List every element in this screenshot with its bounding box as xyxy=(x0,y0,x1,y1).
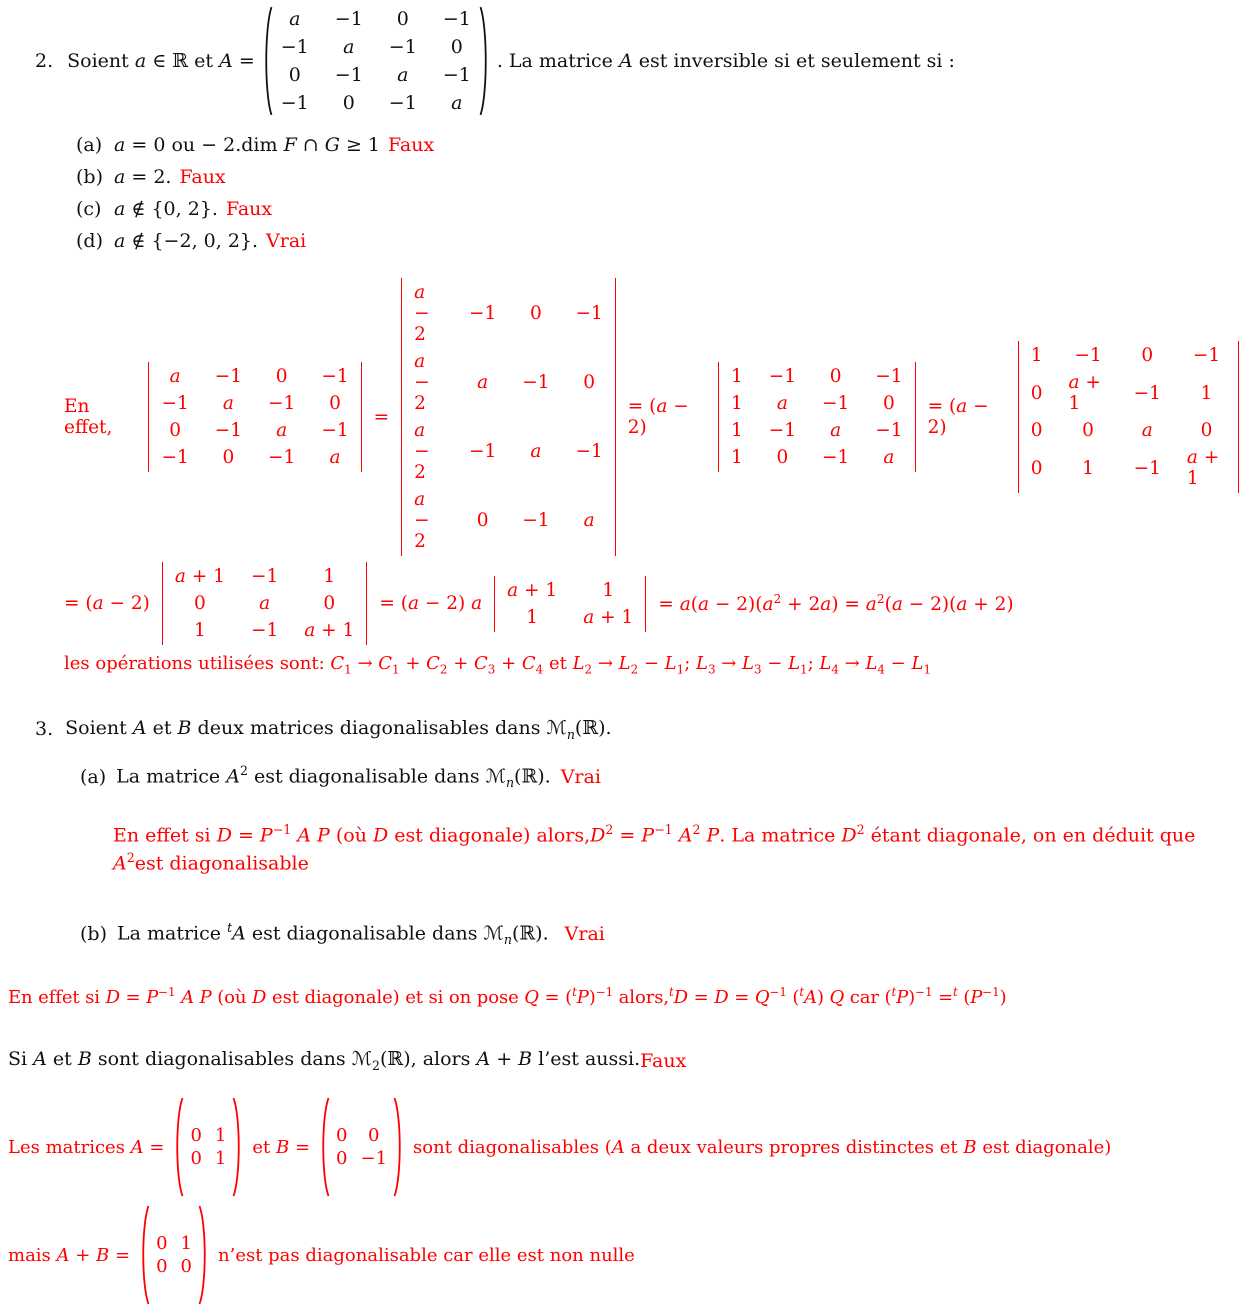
matrix-cell: a xyxy=(477,372,489,393)
option-b-label: (b) xyxy=(76,166,103,188)
q3a-explanation: En effet si $D = P^{-1}$ A P (où D est diagonale) $alors,D^2 = P^{-1}$ $A^2$ P. La matrice $D^2$ étant diagonale, on en déduit que $A^2est$ diagonalisable xyxy=(113,821,1196,875)
q3b-explanation: En effet si $D = P^{-1}$ A P (où D est diagonale) et si on pose $Q = (^tP)^{-1}$ alors,$^t$D = $D = Q^{-1}$ ($^t$A) Q car $(^tP)^{-1} =^t$ $(P^{-1})$ xyxy=(8,985,1007,1009)
matrix-cell: a xyxy=(259,593,271,614)
determinant-proof xyxy=(64,278,1239,677)
matrix-cell: 0 xyxy=(342,92,355,114)
matrix-cell: −1 xyxy=(768,420,796,441)
matrix-sum-example xyxy=(140,1205,208,1305)
option-d xyxy=(76,230,1239,252)
question-2-intro: Soient a ∈ ℝ et A = xyxy=(67,50,255,72)
matrix-cell: 1 xyxy=(730,420,743,441)
matrix-cell: a − 2 xyxy=(414,351,430,414)
matrix-cell: a + 1 xyxy=(583,606,634,628)
matrix-cell: 0 xyxy=(1200,420,1213,441)
option-b-verdict: Faux xyxy=(179,166,226,188)
question-3-option-b xyxy=(80,920,1239,947)
matrix-cell: 0 xyxy=(323,593,336,614)
equals-3: = (a − 2) xyxy=(927,396,989,438)
matrix-cell: 1 xyxy=(1200,382,1213,404)
matrix-cell: −1 xyxy=(161,393,189,414)
matrix-cell: 0 xyxy=(396,8,409,30)
option-c-verdict: Faux xyxy=(225,198,273,220)
matrix-cell: 0 xyxy=(1082,420,1094,441)
matrix-cell: −1 xyxy=(334,8,363,30)
sum-claim-text: Si A et B sont diagonalisables dans ℳ$_2$(ℝ), alors A + B l’est aussi. xyxy=(8,1048,641,1074)
matrix-cell: 0 xyxy=(450,36,463,58)
cx2-post: n’est pas diagonalisable car elle est non nulle xyxy=(218,1244,635,1266)
matrix-cell: a xyxy=(583,510,595,531)
matrix-cell: 0 xyxy=(336,1148,348,1170)
operations-note: les opérations utilisées sont: $C_1 \to C_1 + C_2 + C_3 + C_4$ et $L_2 \to L_2 - L_1$; $L_3 \to L_3 - L_1$; $L_4 \to L_4 - L_1$ xyxy=(64,653,931,677)
question-2-statement: . La matrice A est inversible si et seulement si : xyxy=(496,50,955,72)
question-3-option-a xyxy=(80,763,1239,790)
matrix-cell: 0 xyxy=(156,1256,168,1278)
matrix-cell: −1 xyxy=(280,36,309,58)
cx-post: sont diagonalisables (A a deux valeurs propres distinctes et B est diagonale) xyxy=(413,1136,1112,1158)
option-c-label: (c) xyxy=(76,198,102,220)
matrix-cell: a + 1 xyxy=(1068,372,1101,414)
matrix-cell: a − 2 xyxy=(414,489,430,552)
option-d-label: (d) xyxy=(76,230,103,252)
matrix-cell: a xyxy=(397,64,409,86)
sum-claim-verdict: Faux xyxy=(640,1049,687,1072)
paren-left-icon xyxy=(320,1097,330,1197)
matrix-cell: 0 xyxy=(583,372,596,393)
matrix-cell: 0 xyxy=(776,447,789,468)
counterexample-line-2 xyxy=(8,1205,1239,1305)
matrix-cell: a xyxy=(776,393,788,414)
matrix-cell: −1 xyxy=(442,64,471,86)
matrix-cell: 0 xyxy=(222,447,235,468)
matrix-cell: 1 xyxy=(526,606,539,628)
matrix-cell: 0 xyxy=(529,303,542,324)
matrix-cell: −1 xyxy=(268,393,296,414)
question-2-options xyxy=(76,134,1239,252)
matrix-cell: 0 xyxy=(1030,382,1043,404)
paren-right-icon xyxy=(232,1097,242,1197)
option-a-math: a = 0 ou − 2.dim F ∩ G ≥ 1 xyxy=(114,134,381,156)
matrix-cell: 1 xyxy=(194,620,206,641)
equals-5: = (a − 2) a xyxy=(379,593,483,614)
q3a-verdict: Vrai xyxy=(560,765,601,788)
determinant-3 xyxy=(718,362,916,472)
option-d-verdict: Vrai xyxy=(266,230,307,252)
matrix-cell: −1 xyxy=(468,441,497,462)
matrix-cell: a xyxy=(530,441,542,462)
counterexample-line-1 xyxy=(8,1097,1239,1197)
matrix-cell: a − 2 xyxy=(414,420,430,483)
cx-pre: Les matrices A = xyxy=(8,1136,165,1158)
matrix-cell: 1 xyxy=(323,566,336,587)
matrix-a-definition xyxy=(263,6,489,116)
matrix-cell: a xyxy=(343,36,355,58)
matrix-grid xyxy=(184,1124,232,1170)
document-page xyxy=(0,6,1239,1305)
matrix-grid xyxy=(148,362,361,472)
matrix-cell: a xyxy=(830,420,842,441)
question-3-intro: Soient A et B deux matrices diagonalisables dans ℳ$_n$(ℝ). xyxy=(65,716,612,742)
matrix-cell: 0 xyxy=(829,366,842,387)
matrix-cell: 1 xyxy=(1082,457,1094,479)
matrix-grid xyxy=(718,362,916,472)
paren-left-icon xyxy=(174,1097,184,1197)
matrix-cell: 1 xyxy=(602,579,615,601)
paren-right-icon xyxy=(393,1097,403,1197)
matrix-cell: a xyxy=(329,447,341,468)
option-c-math: a ∉ {0, 2}. xyxy=(114,198,218,220)
q3a-label: (a) xyxy=(80,765,107,788)
paren-left-icon xyxy=(140,1205,150,1305)
matrix-cell: −1 xyxy=(442,8,471,30)
matrix-cell: −1 xyxy=(468,303,497,324)
matrix-cell: 1 xyxy=(730,393,743,414)
matrix-cell: −1 xyxy=(250,620,279,641)
determinant-2 xyxy=(401,278,616,556)
equals-1: = xyxy=(373,406,390,428)
matrix-grid xyxy=(273,6,479,116)
matrix-cell: −1 xyxy=(250,566,279,587)
matrix-cell: 0 xyxy=(288,64,301,86)
matrix-cell: a − 2 xyxy=(414,282,430,345)
matrix-cell: 1 xyxy=(1030,345,1043,366)
question-3-header xyxy=(35,717,1239,742)
cx-mid: et B = xyxy=(252,1136,311,1158)
matrix-cell: 0 xyxy=(336,1125,348,1147)
matrix-cell: 0 xyxy=(194,593,206,614)
matrix-cell: −1 xyxy=(822,393,850,414)
matrix-cell: a xyxy=(451,92,463,114)
matrix-cell: −1 xyxy=(1133,457,1161,479)
option-a-verdict: Faux xyxy=(388,134,435,156)
matrix-cell: −1 xyxy=(388,36,417,58)
matrix-cell: −1 xyxy=(360,1148,388,1170)
matrix-cell: 0 xyxy=(368,1125,380,1147)
matrix-cell: −1 xyxy=(161,447,189,468)
matrix-cell: −1 xyxy=(321,366,349,387)
matrix-cell: −1 xyxy=(575,441,603,462)
matrix-cell: −1 xyxy=(268,447,296,468)
matrix-cell: 1 xyxy=(180,1233,192,1255)
matrix-cell: −1 xyxy=(1192,345,1221,366)
matrix-cell: a xyxy=(289,8,301,30)
matrix-grid xyxy=(150,1232,198,1278)
equals-2: = (a − 2) xyxy=(627,396,689,438)
matrix-cell: −1 xyxy=(768,366,796,387)
determinant-6 xyxy=(494,576,646,632)
matrix-cell: 0 xyxy=(1030,420,1043,441)
matrix-cell: −1 xyxy=(1074,345,1102,366)
cx2-pre: mais A + B = xyxy=(8,1244,131,1266)
paren-right-icon xyxy=(198,1205,208,1305)
q3b-text: La matrice $^t$A est diagonalisable dans ℳ$_n$(ℝ). xyxy=(117,920,555,948)
matrix-cell: 0 xyxy=(190,1125,202,1147)
matrix-a-example xyxy=(174,1097,242,1197)
matrix-cell: 0 xyxy=(169,420,182,441)
matrix-cell: −1 xyxy=(522,372,550,393)
matrix-cell: a xyxy=(169,366,181,387)
matrix-cell: 0 xyxy=(476,510,489,531)
proof-line-1 xyxy=(64,278,1239,556)
option-a xyxy=(76,134,1239,156)
option-a-label: (a) xyxy=(76,134,103,156)
matrix-grid xyxy=(494,576,646,632)
determinant-1 xyxy=(148,362,361,472)
matrix-cell: 0 xyxy=(180,1256,192,1278)
matrix-cell: a xyxy=(883,447,895,468)
matrix-cell: −1 xyxy=(214,420,243,441)
matrix-cell: −1 xyxy=(280,92,309,114)
matrix-cell: −1 xyxy=(522,510,550,531)
matrix-cell: 1 xyxy=(214,1125,227,1147)
matrix-grid xyxy=(162,562,367,645)
proof-intro: En effet, xyxy=(64,396,113,438)
matrix-cell: 1 xyxy=(214,1148,227,1170)
question-2-number: 2. xyxy=(35,50,54,72)
matrix-cell: 0 xyxy=(190,1148,202,1170)
paren-left-icon xyxy=(263,6,273,116)
matrix-cell: 0 xyxy=(1141,345,1154,366)
determinant-5 xyxy=(162,562,367,645)
matrix-cell: −1 xyxy=(875,420,903,441)
matrix-cell: −1 xyxy=(214,366,243,387)
q3a-text: La matrice $A^2$ est diagonalisable dans ℳ$_n$(ℝ). xyxy=(116,763,551,791)
equals-4: = (a − 2) xyxy=(64,593,150,614)
matrix-grid xyxy=(1018,341,1239,493)
matrix-cell: 0 xyxy=(275,366,288,387)
matrix-cell: −1 xyxy=(822,447,850,468)
matrix-cell: −1 xyxy=(875,366,903,387)
matrix-cell: −1 xyxy=(321,420,349,441)
option-b xyxy=(76,166,1239,188)
matrix-cell: a + 1 xyxy=(174,566,225,587)
matrix-cell: 0 xyxy=(156,1233,168,1255)
matrix-cell: a xyxy=(222,393,234,414)
matrix-cell: 1 xyxy=(730,447,743,468)
matrix-cell: −1 xyxy=(334,64,363,86)
q3b-label: (b) xyxy=(80,922,107,945)
paren-right-icon xyxy=(479,6,489,116)
matrix-cell: −1 xyxy=(1133,382,1161,404)
matrix-cell: 1 xyxy=(730,366,743,387)
final-result: = $a(a - 2)(a^2 + 2a) = a^2(a - 2)(a + 2)$ xyxy=(658,591,1014,616)
matrix-cell: 0 xyxy=(1030,457,1043,479)
matrix-cell: 0 xyxy=(883,393,895,414)
matrix-cell: a xyxy=(1141,420,1153,441)
matrix-b-example xyxy=(320,1097,403,1197)
q3b-verdict: Vrai xyxy=(564,922,605,945)
matrix-cell: a xyxy=(276,420,288,441)
sum-claim xyxy=(8,1048,1239,1073)
matrix-cell: a + 1 xyxy=(1186,447,1220,489)
option-b-math: a = 2. xyxy=(114,166,172,188)
matrix-cell: 0 xyxy=(329,393,341,414)
proof-line-2 xyxy=(64,562,1239,645)
determinant-4 xyxy=(1018,341,1239,493)
option-d-math: a ∉ {−2, 0, 2}. xyxy=(114,230,259,252)
matrix-cell: a + 1 xyxy=(507,579,558,601)
question-3-number: 3. xyxy=(35,717,54,740)
matrix-cell: −1 xyxy=(388,92,417,114)
matrix-grid xyxy=(401,278,616,556)
matrix-grid xyxy=(330,1124,393,1170)
matrix-cell: −1 xyxy=(575,303,603,324)
option-c xyxy=(76,198,1239,220)
question-2-header xyxy=(35,6,1239,116)
matrix-cell: a + 1 xyxy=(304,620,355,641)
